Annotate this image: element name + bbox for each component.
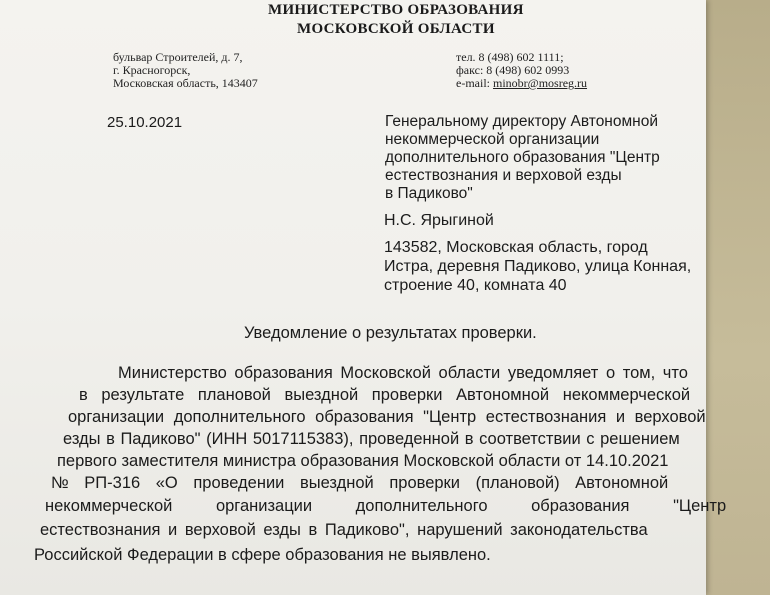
recipient-org-line: дополнительного образования "Центр — [385, 149, 660, 166]
recipient-address-line: Истра, деревня Падиково, улица Конная, — [384, 258, 692, 275]
recipient-org-line: естествознания и верховой езды — [385, 167, 622, 184]
email-link[interactable]: minobr@mosreg.ru — [492, 76, 588, 90]
body-line-5: первого заместителя министра образования Московской области от 14.10.2021 — [57, 452, 669, 470]
email-label: e-mail: — [456, 76, 490, 90]
ministry-name-line1: МИНИСТЕРСТВО ОБРАЗОВАНИЯ — [268, 2, 524, 18]
recipient-org-line: Генеральному директору Автономной — [385, 113, 658, 130]
body-line-2: в результате плановой выездной проверки Автономной некоммерческой — [79, 386, 691, 404]
ministry-email-row — [456, 76, 587, 91]
ministry-phone: тел. 8 (498) 602 1111; — [456, 50, 564, 64]
body-line-1: Министерство образования Московской области уведомляет о том, что — [118, 364, 688, 382]
body-line-9: Российской Федерации в сфере образования не выявлено. — [34, 546, 491, 564]
recipient-address-line: строение 40, комната 40 — [384, 277, 567, 294]
recipient-org-line: некоммерческой организации — [385, 131, 600, 148]
letter-date: 25.10.2021 — [107, 114, 183, 131]
recipient-address-line: 143582, Московская область, город — [384, 239, 648, 256]
body-line-4: езды в Падиково" (ИНН 5017115383), проведенной в соответствии с решением — [63, 430, 680, 448]
ministry-address-line: Московская область, 143407 — [113, 76, 258, 90]
ministry-fax: факс: 8 (498) 602 0993 — [456, 63, 570, 77]
notice-title: Уведомление о результатах проверки. — [244, 324, 537, 342]
body-line-6: № РП-316 «О проведении выездной проверки (плановой) Автономной — [51, 474, 669, 492]
body-line-3: организации дополнительного образования "Центр естествознания и верховой — [68, 408, 706, 426]
ministry-name-line2: МОСКОВСКОЙ ОБЛАСТИ — [297, 21, 495, 37]
ministry-address-line: г. Красногорск, — [113, 63, 191, 77]
ministry-address-line: бульвар Строителей, д. 7, — [113, 50, 243, 64]
recipient-person: Н.С. Ярыгиной — [384, 212, 494, 229]
body-line-8: естествознания и верховой езды в Падиково", нарушений законодательства — [40, 521, 648, 539]
recipient-org-line: в Падиково" — [385, 185, 473, 202]
body-line-7: некоммерческой организации дополнительного образования "Центр — [45, 497, 727, 515]
